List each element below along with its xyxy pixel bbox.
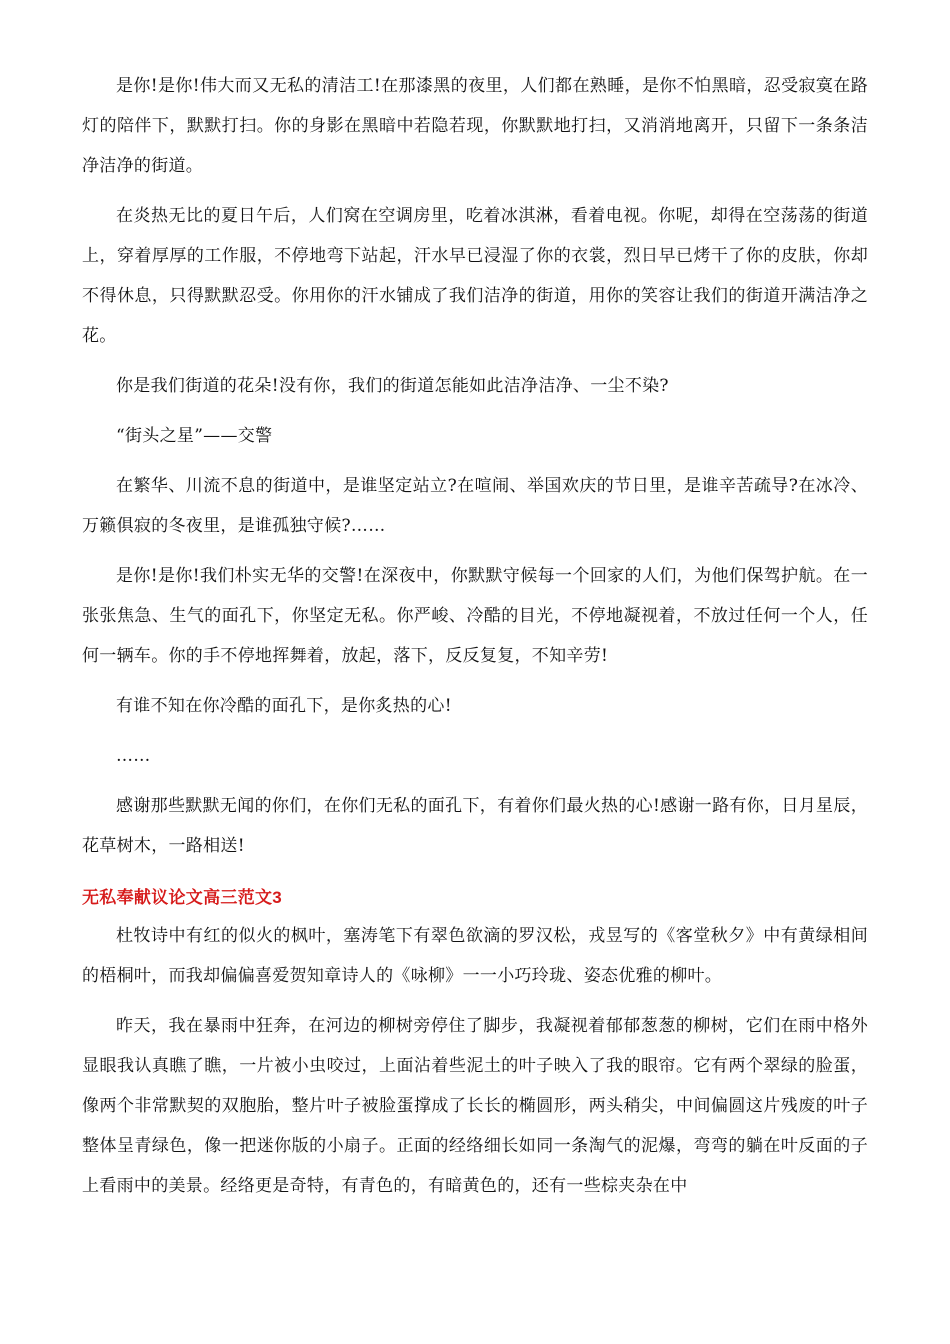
paragraph-ellipsis: …… xyxy=(116,746,151,766)
paragraph-cleaner-night: 是你!是你!伟大而又无私的清洁工!在那漆黑的夜里，人们都在熟睡，是你不怕黑暗，忍受寂寞在路灯的陪伴下，默默打扫。你的身影在黑暗中若隐若现，你默默地打扫，又消消地离开，只留下一条条洁净洁净的街道。 xyxy=(82,76,868,176)
paragraph-street-star-title: “街头之星”——交警 xyxy=(116,426,273,446)
paragraph-who-stands: 在繁华、川流不息的街道中，是谁坚定站立?在喧闹、举国欢庆的节日里，是谁辛苦疏导?在冰冷、万籁俱寂的冬夜里，是谁孤独守候?…… xyxy=(82,476,868,536)
paragraph-thanks: 感谢那些默默无闻的你们，在你们无私的面孔下，有着你们最火热的心!感谢一路有你，日月星辰，花草树木，一路相送! xyxy=(82,796,868,856)
paragraph-cleaner-summer: 在炎热无比的夏日午后，人们窝在空调房里，吃着冰淇淋，看着电视。你呢，却得在空荡荡的街道上，穿着厚厚的工作服，不停地弯下站起，汗水早已浸湿了你的衣裳，烈日早已烤干了你的皮肤，你却不得休息，只得默默忍受。你用你的汗水铺成了我们洁净的街道，用你的笑容让我们的街道开满洁净之花。 xyxy=(82,206,868,346)
paragraph-street-flower: 你是我们街道的花朵!没有你，我们的街道怎能如此洁净洁净、一尘不染? xyxy=(116,376,669,396)
section-heading: 无私奉献议论文高三范文3 xyxy=(82,888,283,907)
paragraph-willow-rain: 昨天，我在暴雨中狂奔，在河边的柳树旁停住了脚步，我凝视着郁郁葱葱的柳树，它们在雨中格外显眼我认真瞧了瞧，一片被小虫咬过，上面沾着些泥土的叶子映入了我的眼帘。它有两个翠绿的脸蛋，像两个非常默契的双胞胎，整片叶子被脸蛋撑成了长长的椭圆形，两头稍尖，中间偏圆这片残废的叶子整体呈青绿色，像一把迷你版的小扇子。正面的经络细长如同一条淘气的泥爆，弯弯的躺在叶反面的子上看雨中的美景。经络更是奇特，有青色的，有暗黄色的，还有一些棕夹杂在中 xyxy=(82,1016,868,1196)
paragraph-willow-intro: 杜牧诗中有红的似火的枫叶，塞涛笔下有翠色欲滴的罗汉松，戎昱写的《客堂秋夕》中有黄绿相间的梧桐叶，而我却偏偏喜爱贺知章诗人的《咏柳》一一小巧玲珑、姿态优雅的柳叶。 xyxy=(82,926,868,986)
paragraph-traffic-police: 是你!是你!我们朴实无华的交警!在深夜中，你默默守候每一个回家的人们，为他们保驾护航。在一张张焦急、生气的面孔下，你坚定无私。你严峻、冷酷的目光，不停地凝视着，不放过任何一个人，任何一辆车。你的手不停地挥舞着，放起，落下，反反复复，不知辛劳! xyxy=(82,566,868,666)
document-page xyxy=(82,66,868,1216)
paragraph-warm-heart: 有谁不知在你冷酷的面孔下，是你炙热的心! xyxy=(116,696,452,716)
